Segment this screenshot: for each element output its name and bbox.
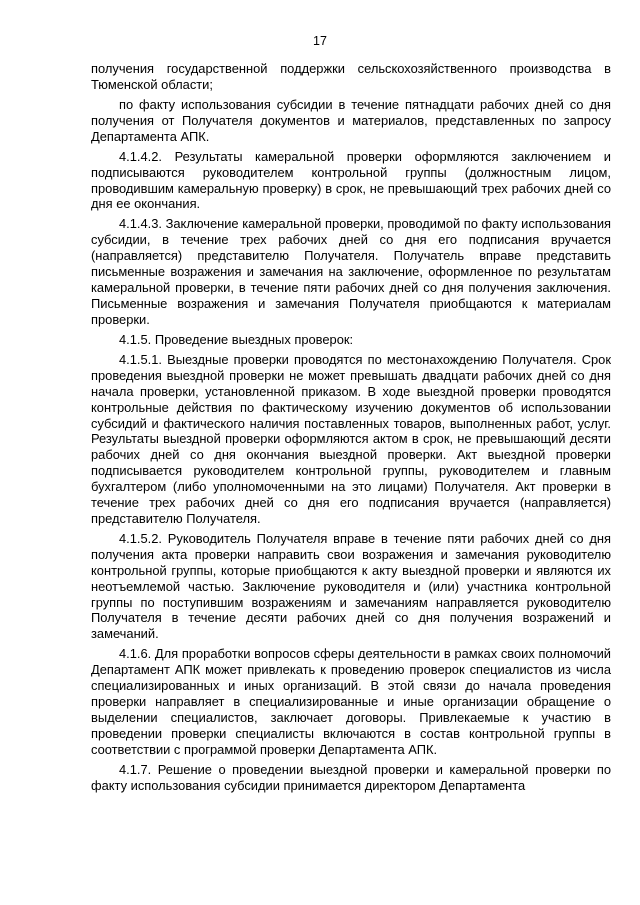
paragraph: 4.1.7. Решение о проведении выездной проверки и камеральной проверки по факту использования субсидии принимается директором Департамента	[91, 761, 611, 793]
paragraph: получения государственной поддержки сельскохозяйственного производства в Тюменской области;	[91, 61, 611, 92]
paragraph: 4.1.4.3. Заключение камеральной проверки, проводимой по факту использования субсидии, в течение трех рабочих дней со дня его подписания вручается (направляется) представителю Получателя. Получатель вправе представить письменные возражения и замечания на заключение, оформленное по результатам камеральной проверки, в течение пяти рабочих дней со дня получения заключения. Письменные возражения и замечания Получателя приобщаются к материалам проверки.	[91, 216, 611, 327]
paragraph: 4.1.4.2. Результаты камеральной проверки оформляются заключением и подписываются руководителем контрольной группы (должностным лицом, проводившим камеральную проверку) в срок, не превышающий трех рабочих дней со дня ее окончания.	[91, 148, 611, 212]
paragraph: 4.1.5.1. Выездные проверки проводятся по местонахождению Получателя. Срок проведения выездной проверки не может превышать двадцати рабочих дней со дня начала проверки, установленной приказом. В ходе выездной проверки проводятся контрольные действия по фактическому изучению документов об использовании субсидий и фактического наличия поставленных товаров, выполненных работ, услуг. Результаты выездной проверки оформляются актом в срок, не превышающий десяти рабочих дней со дня окончания выездной проверки. Акт выездной проверки подписывается руководителем контрольной группы, руководителем и главным бухгалтером (либо уполномоченными на это лицами) Получателя. Акт проверки в течение трех рабочих дней со дня его подписания вручается (направляется) представителю Получателя.	[91, 351, 611, 526]
paragraph: 4.1.5. Проведение выездных проверок:	[119, 331, 354, 347]
paragraph: 4.1.6. Для проработки вопросов сферы деятельности в рамках своих полномочий Департамент АПК может привлекать к проведению проверок специалистов из числа специализированных и иных организаций. В этой связи до начала проведения проверки направляет в специализированные и иные организации обращение о выделении специалистов, заключает договоры. Привлекаемые к участию в проведении проверки специалисты включаются в состав контрольной группы в соответствии с программой проверки Департамента АПК.	[91, 646, 611, 757]
page-number: 17	[313, 34, 327, 48]
paragraph: по факту использования субсидии в течение пятнадцати рабочих дней со дня получения от Получателя документов и материалов, представленных по запросу Департамента АПК.	[91, 96, 611, 144]
paragraph: 4.1.5.2. Руководитель Получателя вправе в течение пяти рабочих дней со дня получения акта проверки направить свои возражения и замечания руководителю контрольной группы, которые приобщаются к акту выездной проверки и являются их неотъемлемой частью. Заключение руководителя и (или) участника контрольной группы по поступившим возражениям и замечаниям направляется руководителю Получателя в течение десяти рабочих дней со дня получения возражений и замечаний.	[91, 530, 611, 642]
document-body	[91, 61, 611, 798]
